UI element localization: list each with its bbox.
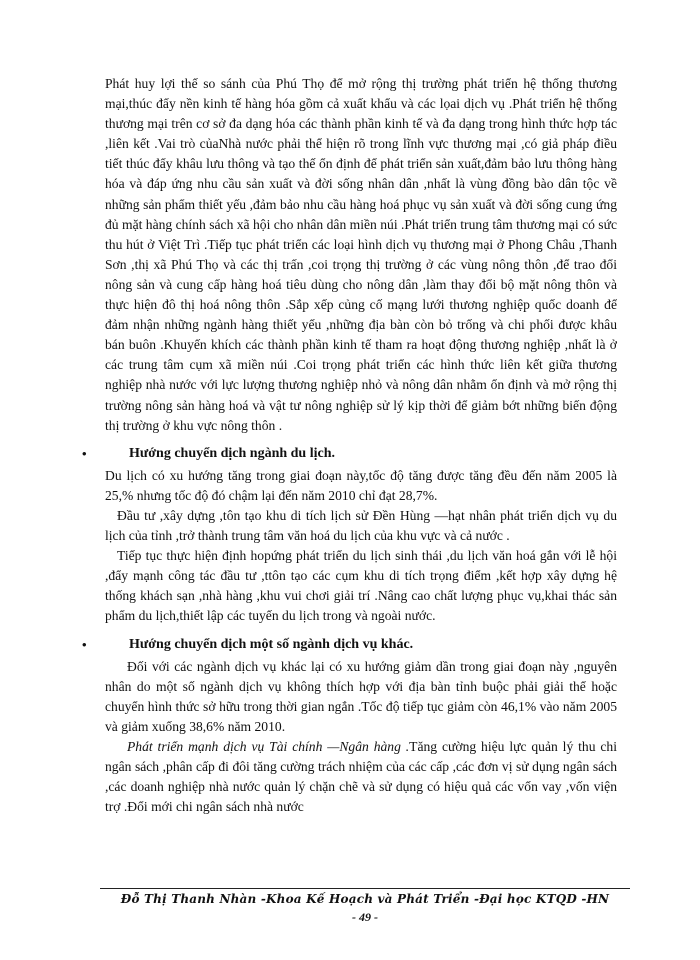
other-services-paragraph: Đối với các ngành dịch vụ khác lại có xu hướng giảm dần trong giai đoạn này ,nguyên nhân do một số ngành dịch vụ không thích hợp với địa bàn tỉnh buộc phải giải thể hoặc chuyển hình thức sở hữu trong thời gian ngắn .Tốc độ tiếp tục giảm còn 46,1% vào năm 2005 và giảm xuống 38,6% năm 2010. — [105, 658, 617, 734]
bullet-icon: • — [82, 636, 87, 652]
other-services-heading-text: Hướng chuyển dịch một số ngành dịch vụ khác. — [129, 636, 414, 652]
tourism-paragraph-2: Đầu tư ,xây dựng ,tôn tạo khu di tích lịch sử Đền Hùng —hạt nhân phát triển dịch vụ du lịch của tỉnh ,trở thành trung tâm văn hoá du lịch của khu vực và cả nước . — [105, 507, 617, 544]
bullet-icon: • — [82, 445, 87, 461]
page-number: - 49 - — [352, 910, 378, 924]
trade-paragraph: Phát huy lợi thế so sánh của Phú Thọ để mở rộng thị trường phát triển hệ thống thương mại,thúc đẩy nền kinh tế hàng hóa gồm cả xuất khẩu và các lọai dịch vụ .Phát triển hệ thống thương mại trên cơ sở đa dạng hóa các thành phần kinh tế và đa dạng trong hình thức hợp tác ,liên kết .Vai trò củaNhà nước phải thể hiện rõ trong lĩnh vực thương mại ,có giả pháp điều tiết thúc đẩy khâu lưu thông và tạo thế ổn định để phát triển sản xuất,đảm bảo lưu thông hàng hóa và đáp ứng nhu cầu sản xuất và đời sống nhân dân ,nhất là vùng đồng bào dân tộc về những sản phẩm thiết yếu ,đảm bảo nhu cầu hàng hoá phục vụ sản xuất và đời sống cung ứng đủ mặt hàng chính sách xã hội cho nhân dân miền núi .Phát triển trung tâm thương mại có sức thu hút ở Việt Trì .Tiếp tục phát triển các loại hình dịch vụ thương mại ở Phong Châu ,Thanh Sơn ,thị xã Phú Thọ và các thị trấn ,coi trọng thị trường ở các vùng nông thôn ,để trao đổi nông sản và cung cấp hàng hoá tiêu dùng cho nông dân ,làm thay đổi bộ mặt nông thôn và thực hiện đô thị hoá nông thôn .Sắp xếp củng cố mạng lưới thương nghiệp quốc doanh để đảm nhận những ngành hàng thiết yếu ,những địa bàn còn bỏ trống và chi phối được khâu bán buôn .Khuyến khích các thành phần kinh tế tham ra hoạt động thương nghiệp ,nhất là ở các trung tâm cụm xã miền núi .Coi trọng phát triển các hình thức liên kết giữa thương nghiệp nhà nước với lực lượng thương nghiệp nhỏ và nông dân nhằm ổn định và mở rộng thị trường nông sản hàng hoá và vật tư nông nghiệp sử lý kịp thời để giảm bớt những biến động thị trường ở khu vực nông thôn . — [105, 76, 617, 433]
finance-paragraph — [105, 737, 617, 817]
tourism-paragraph-1: Du lịch có xu hướng tăng trong giai đoạn này,tốc độ tăng được tăng đều đến năm 2005 là 25,% nhưng tốc độ đó chậm lại đến năm 2010 chỉ đạt 28,7%. — [105, 467, 617, 503]
footer-author: Đỗ Thị Thanh Nhàn -Khoa Kế Hoạch và Phát Triển -Đại học KTQD -HN — [120, 892, 610, 906]
tourism-heading-text: Hướng chuyển dịch ngành du lịch. — [129, 445, 336, 461]
tourism-heading — [82, 444, 617, 464]
page-body — [82, 74, 617, 817]
other-services-heading — [82, 635, 617, 655]
finance-text: Tăng cường hiệu lực quản lý thu chi ngân sách ,phân cấp đi đôi tăng cường trách nhiệm của các cấp ,các đơn vị sử dụng ngân sách ,các doanh nghiệp nhà nước quản lý chặn chẽ và sử dụng có hiệu quả các vốn vay ,vốn viện trợ .Đổi mới chi ngân sách nhà nước — [105, 739, 617, 815]
finance-lead: Phát triển mạnh dịch vụ Tài chính —Ngân hàng . — [127, 739, 410, 754]
footer-divider — [100, 888, 630, 889]
tourism-paragraph-3: Tiếp tục thực hiện định hopứng phát triển du lịch sinh thái ,du lịch văn hoá gắn với lễ hội ,đẩy mạnh công tác đầu tư ,ttôn tạo các cụm khu di tích trọng điểm ,kết hợp xây dựng hệ thống khách sạn ,nhà hàng ,khu vui chơi giải trí .Nâng cao chất lượng phục vụ,khai thác sản phẩm du lịch,thiết lập các tuyến du lịch trong và ngoài nước. — [105, 548, 617, 624]
